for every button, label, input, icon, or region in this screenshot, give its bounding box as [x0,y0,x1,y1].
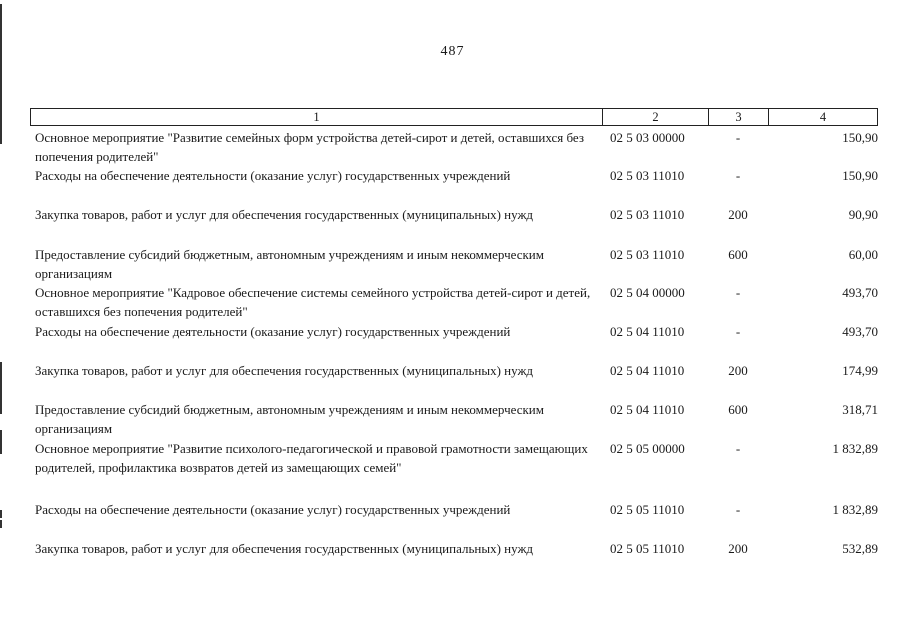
row-description: Предоставление субсидий бюджетным, автономным учреждениям и иным некоммерческим организациям [35,402,544,436]
row-description: Расходы на обеспечение деятельности (оказание услуг) государственных учреждений [35,168,511,183]
row-expense-type: - [735,285,741,300]
row-expense-type: 200 [728,541,748,556]
row-amount: 150,90 [842,130,878,145]
page-number: 487 [440,44,465,59]
row-amount: 60,00 [848,247,878,262]
row-description: Основное мероприятие "Развитие семейных форм устройства детей-сирот и детей, оставшихся без попечения родителей" [35,130,584,164]
row-description: Расходы на обеспечение деятельности (оказание услуг) государственных учреждений [35,502,511,517]
scan-edge-mark [0,362,2,414]
row-expense-type: 600 [728,402,748,417]
row-expense-type: - [735,502,741,517]
row-code: 02 5 04 11010 [610,324,685,339]
scan-edge-mark [0,4,2,144]
row-amount: 318,71 [842,402,878,417]
scan-edge-mark [0,520,2,528]
row-code: 02 5 05 11010 [610,541,685,556]
row-amount: 150,90 [842,168,878,183]
row-amount: 174,99 [842,363,878,378]
row-code: 02 5 05 11010 [610,502,685,517]
row-expense-type: - [735,324,741,339]
row-amount: 493,70 [842,285,878,300]
header-col-4: 4 [819,110,827,124]
row-amount: 90,90 [848,207,878,222]
row-code: 02 5 03 11010 [610,168,685,183]
row-expense-type: - [735,130,741,145]
header-col-3: 3 [709,109,769,125]
scan-edge-mark [0,430,2,454]
row-code: 02 5 03 00000 [610,130,685,145]
row-description: Основное мероприятие "Развитие психолого-педагогической и правовой грамотности замещающих родителей, профилактика возвратов детей из замещающих семей" [35,441,588,475]
row-expense-type: 200 [728,207,748,222]
row-description: Основное мероприятие "Кадровое обеспечение системы семейного устройства детей-сирот и детей, оставшихся без попечения родителей" [35,285,591,319]
row-expense-type: 600 [728,247,748,262]
row-code: 02 5 03 11010 [610,247,685,262]
row-amount: 532,89 [842,541,878,556]
header-col-1: 1 [31,109,603,125]
row-description: Расходы на обеспечение деятельности (оказание услуг) государственных учреждений [35,324,511,339]
row-description: Предоставление субсидий бюджетным, автономным учреждениям и иным некоммерческим организациям [35,247,544,281]
row-expense-type: - [735,441,741,456]
row-code: 02 5 05 00000 [610,441,685,456]
row-description: Закупка товаров, работ и услуг для обеспечения государственных (муниципальных) нужд [35,363,534,378]
row-description: Закупка товаров, работ и услуг для обеспечения государственных (муниципальных) нужд [35,207,534,222]
table-header [30,108,878,126]
row-code: 02 5 04 11010 [610,363,685,378]
row-amount: 493,70 [842,324,878,339]
row-description: Закупка товаров, работ и услуг для обеспечения государственных (муниципальных) нужд [35,541,534,556]
header-col-2: 2 [603,109,709,125]
row-code: 02 5 04 00000 [610,285,685,300]
scan-edge-mark [0,510,2,518]
row-code: 02 5 04 11010 [610,402,685,417]
row-code: 02 5 03 11010 [610,207,685,222]
row-amount: 1 832,89 [832,441,878,456]
row-amount: 1 832,89 [832,502,878,517]
row-expense-type: 200 [728,363,748,378]
row-expense-type: - [735,168,741,183]
